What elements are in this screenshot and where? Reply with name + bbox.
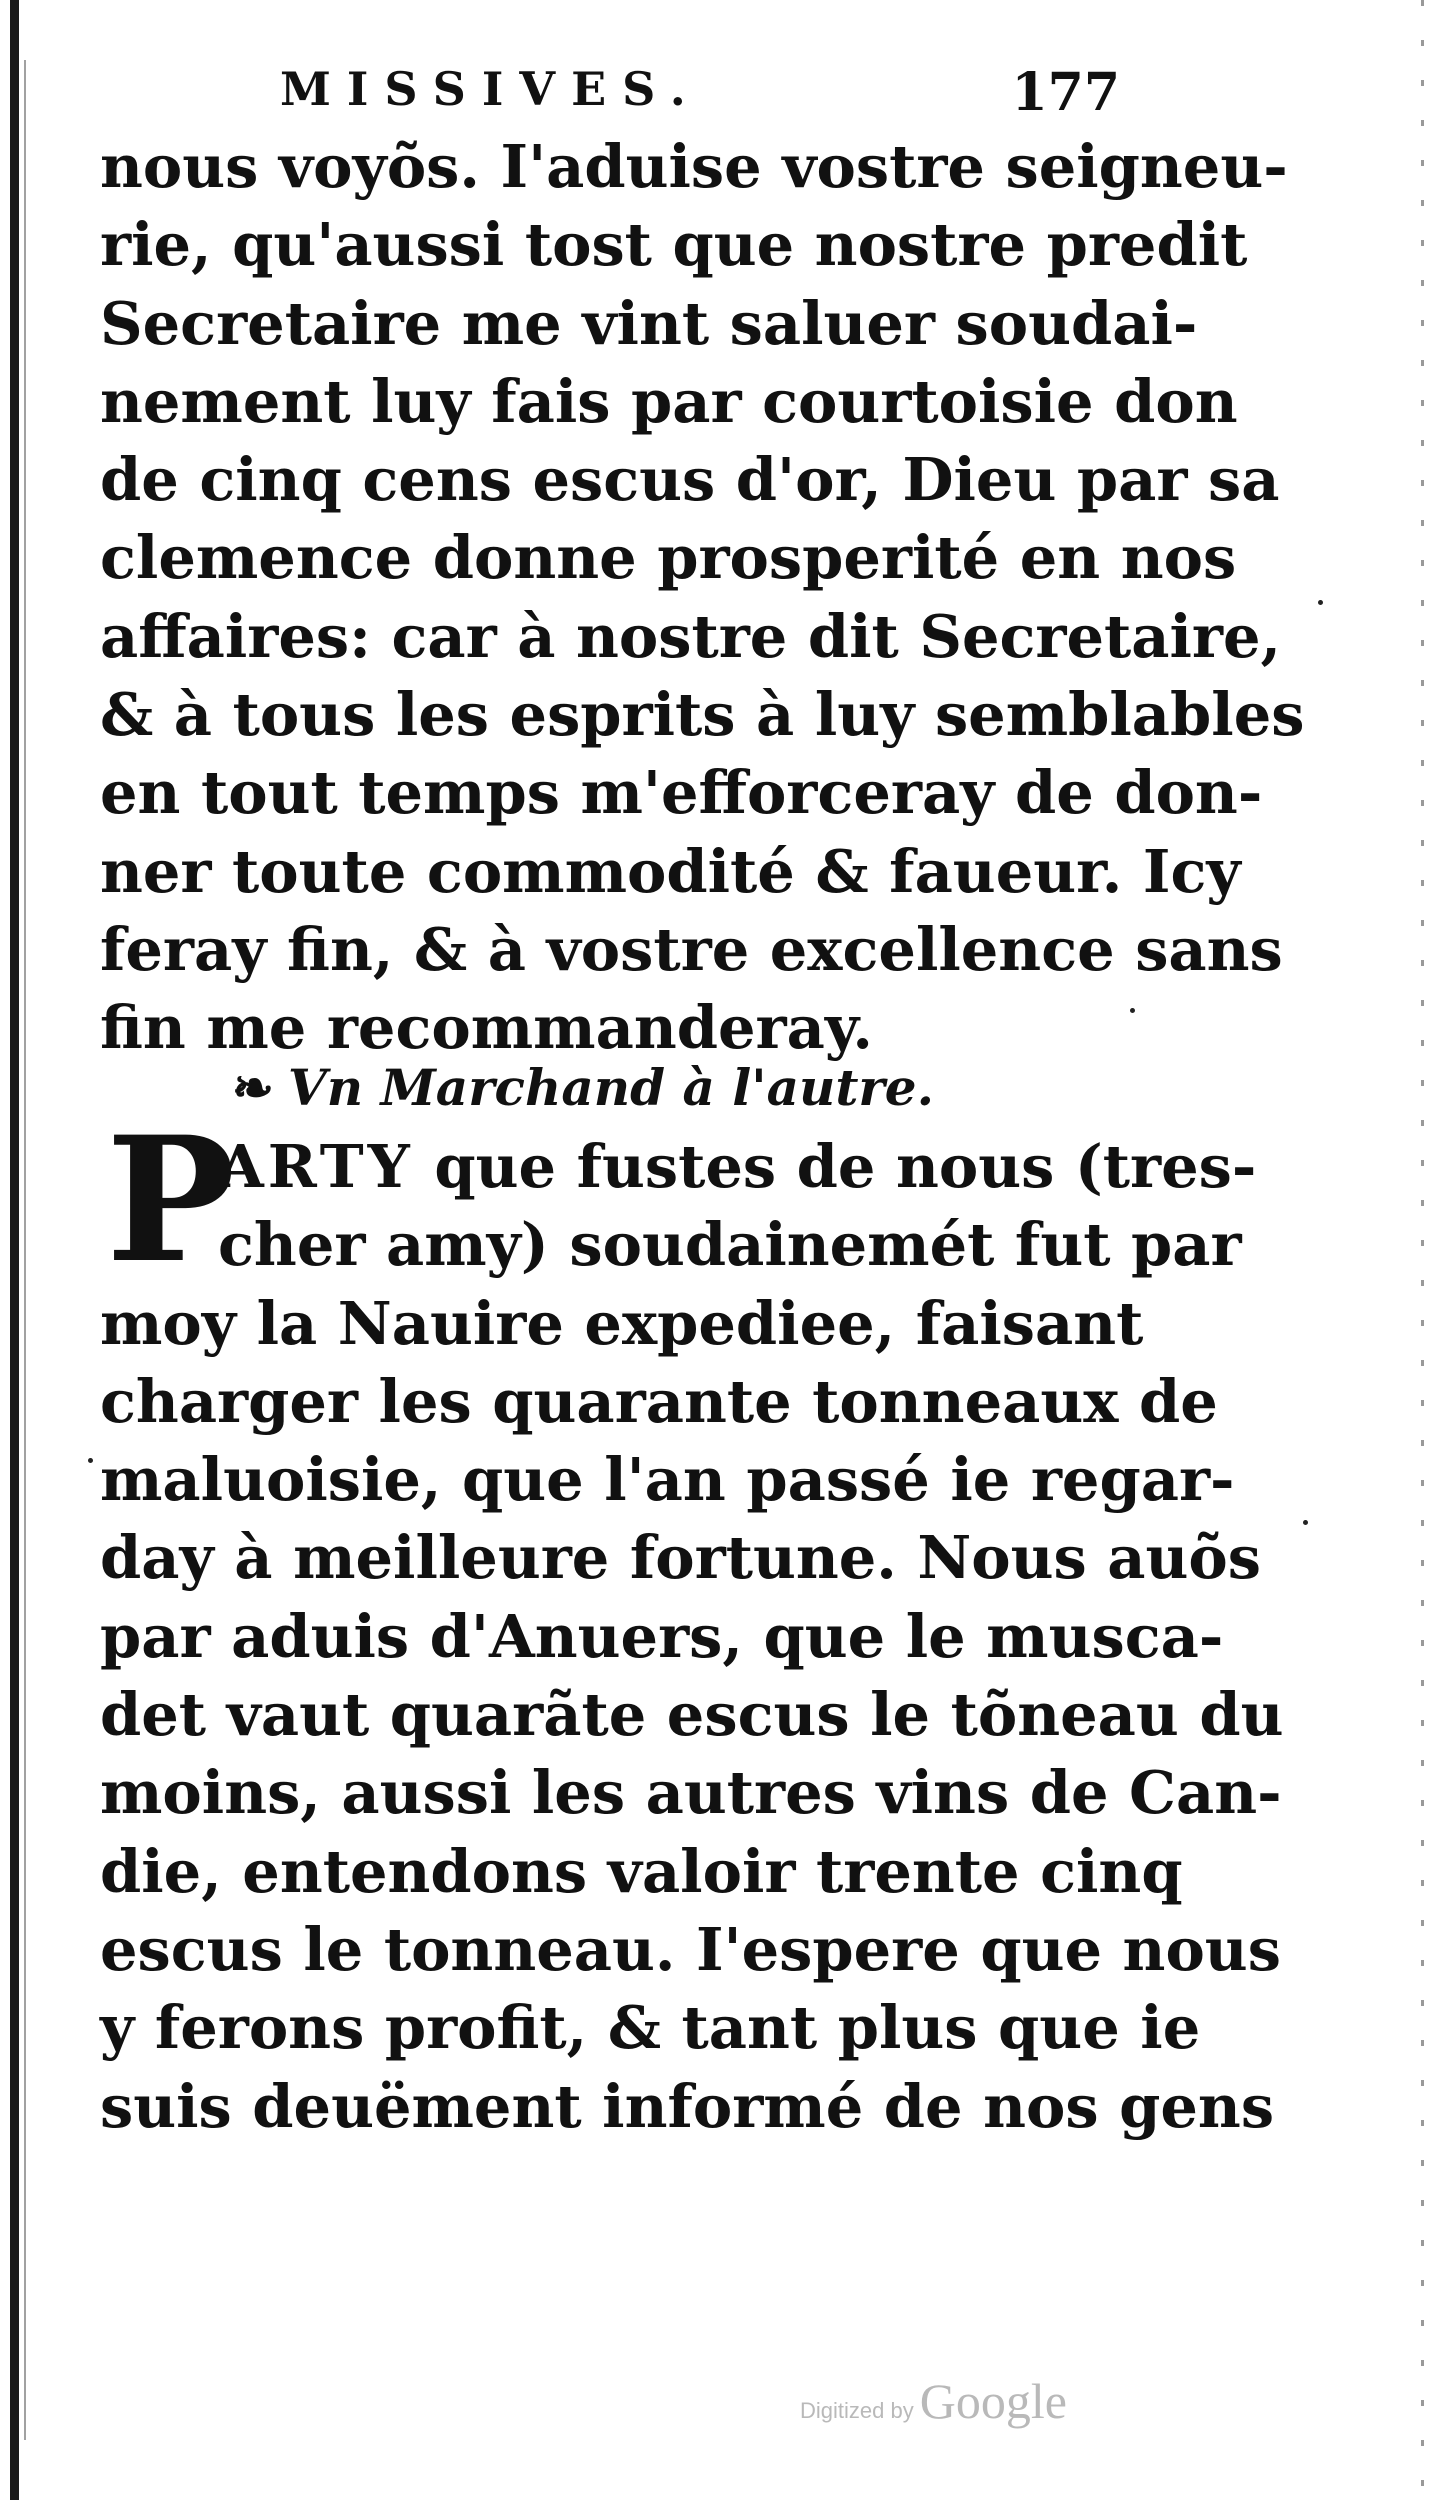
text-line: cher amy) soudainemét fut par bbox=[218, 1210, 1242, 1280]
letter-text bbox=[100, 1098, 1284, 2146]
text-line: suis deuëment informé de nos gens bbox=[100, 2071, 1275, 2141]
text-line: clemence donne prosperité en nos bbox=[100, 523, 1237, 593]
text-line: moy la Nauire expediee, faisant bbox=[100, 1288, 1144, 1358]
text-line bbox=[100, 1128, 1257, 1206]
text-line: maluoisie, que l'an passé ie regar- bbox=[100, 1445, 1235, 1515]
scan-speck bbox=[1318, 600, 1323, 605]
fleuron-ornament-icon: ❧ bbox=[232, 1058, 274, 1117]
text-line: affaires: car à nostre dit Secretaire, bbox=[100, 601, 1282, 671]
text-line: charger les quarante tonneaux de bbox=[100, 1366, 1218, 1436]
google-logo-icon: Google bbox=[919, 2373, 1067, 2429]
text-line: nement luy fais par courtoisie don bbox=[100, 366, 1238, 436]
first-word: ARTY bbox=[218, 1132, 414, 1201]
digitized-by-google-watermark bbox=[800, 2372, 1067, 2430]
text-line: fin me recommanderay. bbox=[100, 993, 873, 1063]
text-line: nous voyõs. I'aduise vostre seigneu- bbox=[100, 132, 1288, 201]
letter-heading-text: Vn Marchand à l'autre. bbox=[287, 1058, 934, 1117]
binding-shadow bbox=[24, 60, 26, 2440]
running-title: MISSIVES. bbox=[280, 62, 702, 116]
text-line: die, entendons valoir trente cinq bbox=[100, 1836, 1183, 1906]
watermark-small-text: Digitized by bbox=[800, 2398, 914, 2423]
page-header bbox=[280, 62, 1120, 132]
letter-heading bbox=[232, 1058, 934, 1117]
text-line: y ferons profit, & tant plus que ie bbox=[100, 1993, 1201, 2063]
text-line: ner toute commodité & faueur. Icy bbox=[100, 836, 1241, 906]
scan-speck bbox=[88, 1458, 93, 1463]
text-line: par aduis d'Anuers, que le musca- bbox=[100, 1601, 1224, 1671]
scan-edge bbox=[1421, 0, 1424, 2500]
text-line: escus le tonneau. I'espere que nous bbox=[100, 1914, 1281, 1984]
drop-cap: P bbox=[106, 1098, 236, 1301]
scan-speck bbox=[1130, 1008, 1135, 1013]
text-line: de cinq cens escus d'or, Dieu par sa bbox=[100, 445, 1280, 515]
scan-speck bbox=[1303, 1520, 1308, 1525]
text-line: & à tous les esprits à luy semblables bbox=[100, 680, 1305, 750]
binding-edge bbox=[10, 0, 19, 2500]
body-text bbox=[100, 128, 1305, 1068]
text-line: det vaut quarãte escus le tõneau du bbox=[100, 1680, 1284, 1750]
text-line: Secretaire me vint saluer soudai- bbox=[100, 288, 1198, 358]
text-line: en tout temps m'efforceray de don- bbox=[100, 758, 1263, 828]
text-line: day à meilleure fortune. Nous auõs bbox=[100, 1523, 1261, 1593]
text-line: feray fin, & à vostre excellence sans bbox=[100, 914, 1283, 984]
page-number: 177 bbox=[1011, 62, 1120, 123]
text-line: moins, aussi les autres vins de Can- bbox=[100, 1758, 1282, 1828]
text-line: rie, qu'aussi tost que nostre predit bbox=[100, 210, 1248, 280]
first-line-rest: que fustes de nous (tres- bbox=[434, 1132, 1257, 1201]
